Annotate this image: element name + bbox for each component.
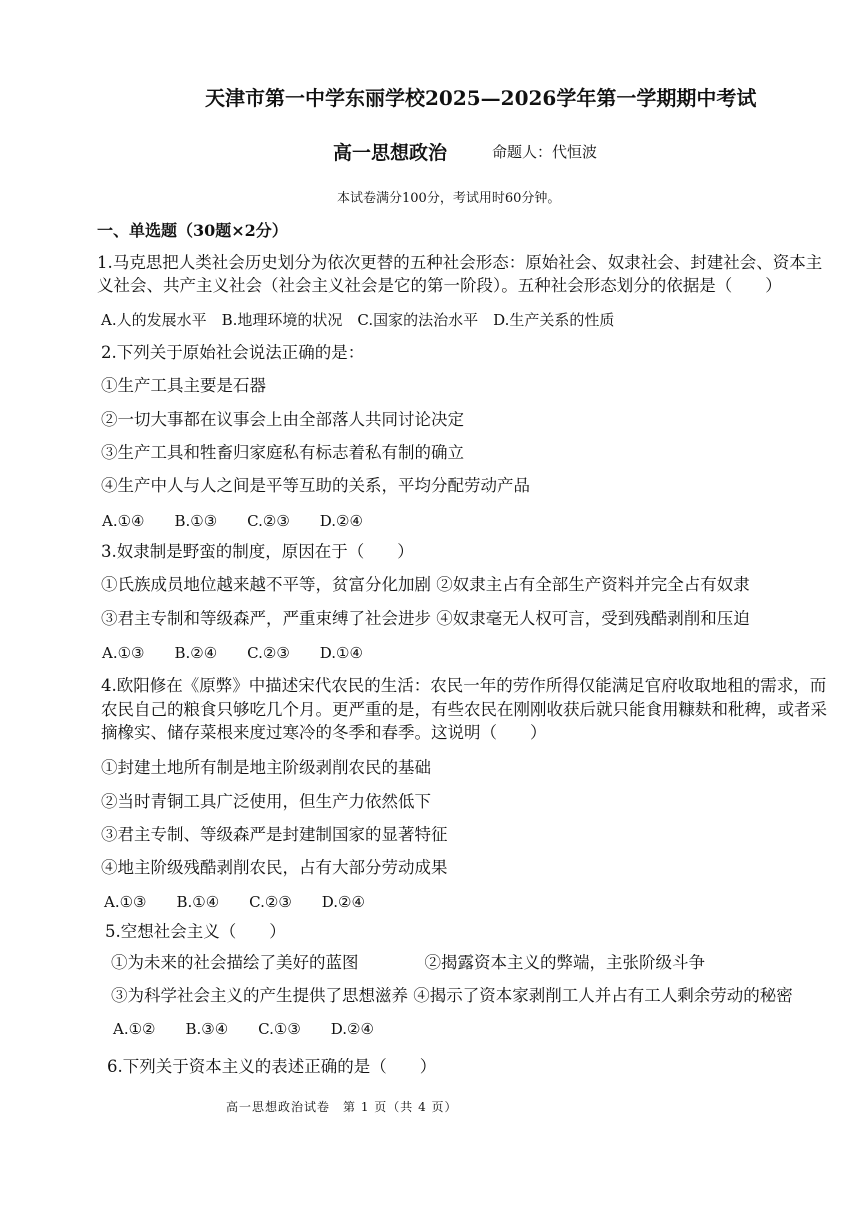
- question-1-line-2: 义社会、共产主义社会（社会主义社会是它的第一阶段）。五种社会形态划分的依据是（ ）: [97, 276, 782, 295]
- question-5-item-1: ①为未来的社会描绘了美好的蓝图 ②揭露资本主义的弊端，主张阶级斗争: [111, 953, 705, 972]
- question-3-options: A.①③ B.②④ C.②③ D.①④: [102, 644, 363, 662]
- question-5-stem: 5.空想社会主义（ ）: [105, 922, 286, 941]
- question-5-item-2: ③为科学社会主义的产生提供了思想滋养 ④揭示了资本家剥削工人并占有工人剩余劳动的秘密: [111, 986, 793, 1005]
- question-4-line-2: 农民自己的粮食只够吃几个月。更严重的是，有些农民在刚刚收获后就只能食用糠麸和秕稗，或者采: [101, 700, 827, 719]
- section-title: 一、单选题（30题×2分）: [97, 221, 288, 240]
- question-4-item-2: ②当时青铜工具广泛使用，但生产力依然低下: [101, 792, 431, 811]
- question-3-stem: 3.奴隶制是野蛮的制度，原因在于（ ）: [101, 542, 414, 561]
- question-1-options: A.人的发展水平 B.地理环境的状况 C.国家的法治水平 D.生产关系的性质: [101, 311, 615, 329]
- page-footer: 高一思想政治试卷 第 1 页（共 4 页）: [226, 1100, 458, 1114]
- question-6-stem: 6.下列关于资本主义的表述正确的是（ ）: [107, 1057, 437, 1076]
- author-line: 命题人：代恒波: [492, 143, 598, 161]
- question-2-item-1: ①生产工具主要是石器: [101, 376, 266, 395]
- question-4-item-4: ④地主阶级残酷剥削农民，占有大部分劳动成果: [101, 858, 448, 877]
- question-1-line-1: 1.马克思把人类社会历史划分为依次更替的五种社会形态：原始社会、奴隶社会、封建社会、资本主: [97, 253, 823, 272]
- question-4-item-3: ③君主专制、等级森严是封建制国家的显著特征: [101, 825, 448, 844]
- question-5-options: A.①② B.③④ C.①③ D.②④: [113, 1020, 374, 1038]
- question-4-item-1: ①封建土地所有制是地主阶级剥削农民的基础: [101, 758, 431, 777]
- question-2-stem: 2.下列关于原始社会说法正确的是：: [101, 343, 365, 362]
- question-3-item-2: ③君主专制和等级森严，严重束缚了社会进步 ④奴隶毫无人权可言，受到残酷剥削和压迫: [101, 609, 750, 628]
- subject-title: 高一思想政治: [333, 142, 448, 164]
- exam-note: 本试卷满分100分，考试用时60分钟。: [337, 191, 561, 206]
- question-2-options: A.①④ B.①③ C.②③ D.②④: [102, 512, 363, 530]
- question-2-item-3: ③生产工具和牲畜归家庭私有标志着私有制的确立: [101, 443, 464, 462]
- question-3-item-1: ①氏族成员地位越来越不平等，贫富分化加剧 ②奴隶主占有全部生产资料并完全占有奴隶: [101, 575, 750, 594]
- question-2-item-4: ④生产中人与人之间是平等互助的关系，平均分配劳动产品: [101, 476, 530, 495]
- question-2-item-2: ②一切大事都在议事会上由全部落人共同讨论决定: [101, 410, 464, 429]
- question-4-options: A.①③ B.①④ C.②③ D.②④: [104, 893, 365, 911]
- exam-title: 天津市第一中学东丽学校2025—2026学年第一学期期中考试: [205, 86, 757, 110]
- question-4-line-1: 4.欧阳修在《原弊》中描述宋代农民的生活：农民一年的劳作所得仅能满足官府收取地租的需求，而: [101, 676, 827, 695]
- question-4-line-3: 摘橡实、储存菜根来度过寒冷的冬季和春季。这说明（ ）: [101, 723, 547, 742]
